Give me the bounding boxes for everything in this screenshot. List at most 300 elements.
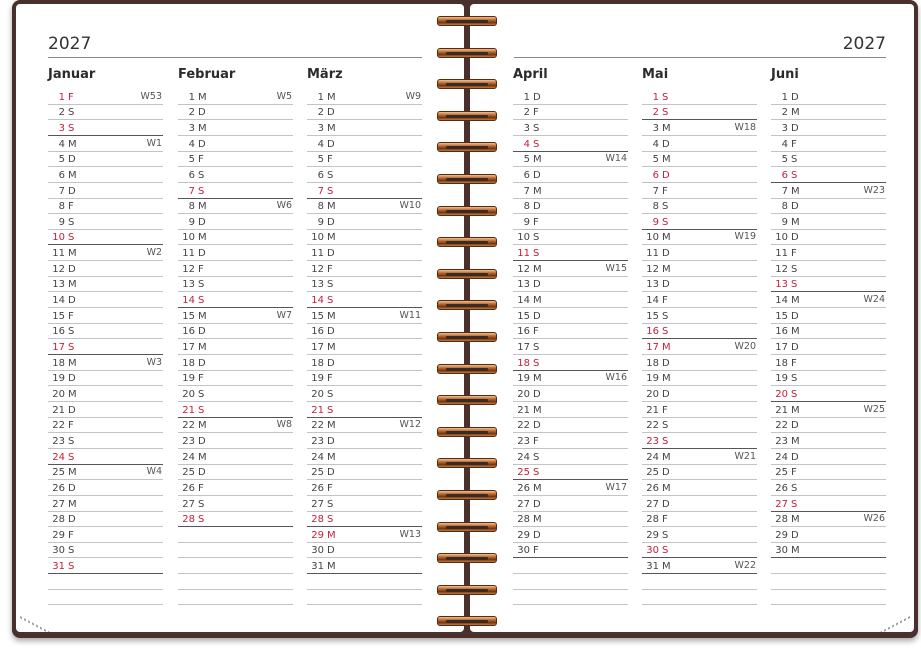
day-row bbox=[307, 152, 422, 168]
day-row bbox=[48, 246, 163, 262]
day-number: 5 bbox=[652, 154, 659, 166]
day-number: 14 bbox=[517, 295, 530, 307]
month-name: Januar bbox=[48, 67, 96, 82]
weekday-letter: M bbox=[327, 201, 336, 213]
week-number: W21 bbox=[734, 450, 756, 462]
day-number: 17 bbox=[52, 342, 65, 354]
day-number: 26 bbox=[775, 482, 788, 494]
week-number: W12 bbox=[399, 419, 421, 431]
day-number: 26 bbox=[517, 482, 530, 494]
day-number: 8 bbox=[188, 201, 195, 213]
day-row bbox=[178, 199, 293, 215]
day-row bbox=[307, 543, 422, 559]
weekday-letter: D bbox=[327, 545, 335, 557]
weekday-letter: S bbox=[327, 514, 334, 526]
day-row bbox=[771, 324, 886, 340]
weekday-letter: F bbox=[68, 420, 74, 432]
weekday-letter: M bbox=[198, 201, 207, 213]
day-row bbox=[48, 339, 163, 355]
day-number: 27 bbox=[182, 498, 195, 510]
weekday-letter: M bbox=[327, 342, 336, 354]
day-number: 24 bbox=[182, 451, 195, 463]
day-row bbox=[642, 449, 757, 465]
year-label-left: 2027 bbox=[48, 34, 92, 54]
day-row bbox=[48, 89, 163, 105]
day-number: 12 bbox=[311, 263, 324, 275]
weekday-letter: M bbox=[68, 138, 77, 150]
day-row bbox=[307, 261, 422, 277]
empty-row bbox=[178, 574, 293, 590]
day-number: 8 bbox=[652, 201, 659, 213]
day-number: 11 bbox=[775, 248, 788, 260]
day-row bbox=[48, 402, 163, 418]
weekday-letter: M bbox=[533, 263, 542, 275]
weekday-letter: D bbox=[327, 357, 335, 369]
month-column-1 bbox=[48, 67, 163, 573]
day-row bbox=[48, 496, 163, 512]
day-number: 8 bbox=[58, 201, 65, 213]
day-row bbox=[48, 371, 163, 387]
day-number: 12 bbox=[646, 263, 659, 275]
day-number: 6 bbox=[652, 169, 659, 181]
weekday-letter: D bbox=[662, 138, 670, 150]
day-row bbox=[307, 230, 422, 246]
weekday-letter: D bbox=[533, 420, 541, 432]
day-row bbox=[307, 120, 422, 136]
weekday-letter: F bbox=[68, 91, 74, 103]
day-number: 9 bbox=[58, 216, 65, 228]
day-number: 20 bbox=[646, 388, 659, 400]
weekday-letter: M bbox=[791, 216, 800, 228]
day-number: 28 bbox=[646, 514, 659, 526]
day-row bbox=[48, 230, 163, 246]
day-number: 28 bbox=[311, 514, 324, 526]
weekday-letter: D bbox=[791, 420, 799, 432]
weekday-letter: D bbox=[662, 388, 670, 400]
day-row bbox=[642, 136, 757, 152]
day-row bbox=[771, 355, 886, 371]
day-row bbox=[513, 386, 628, 402]
day-number: 2 bbox=[317, 107, 324, 119]
day-row bbox=[771, 136, 886, 152]
day-number: 4 bbox=[58, 138, 65, 150]
weekday-letter: D bbox=[198, 435, 206, 447]
weekday-letter: F bbox=[791, 138, 797, 150]
empty-row bbox=[178, 527, 293, 543]
weekday-letter: S bbox=[662, 529, 669, 541]
weekday-letter: D bbox=[198, 107, 206, 119]
day-number: 9 bbox=[781, 216, 788, 228]
weekday-letter: S bbox=[68, 561, 75, 573]
day-number: 20 bbox=[517, 388, 530, 400]
day-number: 10 bbox=[182, 232, 195, 244]
weekday-letter: D bbox=[791, 451, 799, 463]
weekday-letter: D bbox=[198, 216, 206, 228]
weekday-letter: D bbox=[533, 279, 541, 291]
weekday-letter: S bbox=[533, 138, 540, 150]
weekday-letter: S bbox=[68, 107, 75, 119]
day-number: 16 bbox=[311, 326, 324, 338]
weekday-letter: S bbox=[327, 185, 334, 197]
day-number: 16 bbox=[182, 326, 195, 338]
day-number: 10 bbox=[52, 232, 65, 244]
day-number: 20 bbox=[311, 388, 324, 400]
weekday-letter: F bbox=[327, 373, 333, 385]
month-column-5 bbox=[642, 67, 757, 573]
day-number: 16 bbox=[52, 326, 65, 338]
weekday-letter: M bbox=[791, 107, 800, 119]
day-number: 23 bbox=[182, 435, 195, 447]
weekday-letter: D bbox=[662, 279, 670, 291]
weekday-letter: D bbox=[68, 295, 76, 307]
day-number: 4 bbox=[652, 138, 659, 150]
day-row bbox=[178, 167, 293, 183]
day-row bbox=[642, 339, 757, 355]
day-number: 13 bbox=[311, 279, 324, 291]
weekday-letter: S bbox=[68, 342, 75, 354]
day-number: 3 bbox=[58, 122, 65, 134]
weekday-letter: D bbox=[327, 467, 335, 479]
day-row bbox=[513, 480, 628, 496]
day-row bbox=[771, 120, 886, 136]
day-row bbox=[178, 449, 293, 465]
day-row bbox=[771, 230, 886, 246]
binding-ring bbox=[437, 585, 497, 595]
day-number: 11 bbox=[182, 248, 195, 260]
day-row bbox=[642, 214, 757, 230]
day-row bbox=[771, 246, 886, 262]
day-row bbox=[48, 308, 163, 324]
weekday-letter: D bbox=[327, 216, 335, 228]
day-number: 27 bbox=[775, 498, 788, 510]
day-number: 7 bbox=[652, 185, 659, 197]
day-row bbox=[642, 527, 757, 543]
day-row bbox=[48, 120, 163, 136]
day-row bbox=[771, 152, 886, 168]
weekday-letter: F bbox=[68, 201, 74, 213]
day-number: 13 bbox=[182, 279, 195, 291]
day-number: 21 bbox=[182, 404, 195, 416]
empty-row bbox=[48, 574, 163, 590]
day-number: 25 bbox=[775, 467, 788, 479]
month-name: Juni bbox=[771, 67, 799, 82]
day-row bbox=[513, 136, 628, 152]
weekday-letter: M bbox=[533, 404, 542, 416]
day-number: 26 bbox=[311, 482, 324, 494]
empty-row bbox=[771, 574, 886, 590]
weekday-letter: D bbox=[327, 435, 335, 447]
day-row bbox=[642, 496, 757, 512]
weekday-letter: S bbox=[327, 295, 334, 307]
day-row bbox=[307, 246, 422, 262]
day-number: 24 bbox=[646, 451, 659, 463]
weekday-letter: S bbox=[198, 514, 205, 526]
weekday-letter: F bbox=[533, 545, 539, 557]
weekday-letter: F bbox=[791, 248, 797, 260]
day-row bbox=[307, 402, 422, 418]
day-row bbox=[307, 89, 422, 105]
day-row bbox=[771, 105, 886, 121]
weekday-letter: M bbox=[327, 561, 336, 573]
weekday-letter: M bbox=[198, 451, 207, 463]
day-number: 17 bbox=[182, 342, 195, 354]
weekday-letter: M bbox=[327, 232, 336, 244]
binding-ring bbox=[437, 206, 497, 216]
weekday-letter: D bbox=[327, 107, 335, 119]
day-row bbox=[307, 465, 422, 481]
month-name: April bbox=[513, 67, 548, 82]
empty-row bbox=[771, 559, 886, 575]
day-number: 17 bbox=[517, 342, 530, 354]
day-number: 11 bbox=[646, 248, 659, 260]
weekday-letter: M bbox=[533, 185, 542, 197]
day-row bbox=[307, 105, 422, 121]
weekday-letter: S bbox=[327, 498, 334, 510]
day-row bbox=[771, 543, 886, 559]
weekday-letter: M bbox=[662, 561, 671, 573]
day-row bbox=[178, 512, 293, 528]
day-number: 30 bbox=[311, 545, 324, 557]
weekday-letter: M bbox=[662, 373, 671, 385]
day-number: 11 bbox=[52, 248, 65, 260]
weekday-letter: M bbox=[533, 373, 542, 385]
binding-ring bbox=[437, 142, 497, 152]
day-row bbox=[178, 136, 293, 152]
year-label-right: 2027 bbox=[842, 34, 886, 54]
day-row bbox=[513, 277, 628, 293]
weekday-letter: S bbox=[68, 216, 75, 228]
day-row bbox=[771, 480, 886, 496]
day-row bbox=[513, 418, 628, 434]
weekday-letter: M bbox=[791, 514, 800, 526]
weekday-letter: S bbox=[327, 404, 334, 416]
day-number: 21 bbox=[775, 404, 788, 416]
day-number: 22 bbox=[311, 420, 324, 432]
weekday-letter: S bbox=[791, 388, 798, 400]
weekday-letter: D bbox=[662, 357, 670, 369]
day-row bbox=[178, 371, 293, 387]
week-number: W3 bbox=[146, 356, 162, 368]
day-row bbox=[513, 512, 628, 528]
binding-ring bbox=[437, 79, 497, 89]
week-number: W17 bbox=[605, 481, 627, 493]
binding-ring bbox=[437, 553, 497, 563]
day-row bbox=[307, 292, 422, 308]
weekday-letter: D bbox=[198, 357, 206, 369]
weekday-letter: S bbox=[327, 388, 334, 400]
day-number: 20 bbox=[52, 388, 65, 400]
day-row bbox=[642, 152, 757, 168]
binding-ring bbox=[437, 395, 497, 405]
day-number: 31 bbox=[311, 561, 324, 573]
day-row bbox=[642, 230, 757, 246]
day-row bbox=[642, 199, 757, 215]
weekday-letter: M bbox=[533, 482, 542, 494]
weekday-letter: M bbox=[327, 420, 336, 432]
day-row bbox=[178, 261, 293, 277]
weekday-letter: F bbox=[198, 482, 204, 494]
weekday-letter: M bbox=[533, 514, 542, 526]
weekday-letter: M bbox=[327, 529, 336, 541]
binding-ring bbox=[437, 490, 497, 500]
week-number: W26 bbox=[863, 513, 885, 525]
weekday-letter: S bbox=[662, 435, 669, 447]
day-row bbox=[771, 496, 886, 512]
empty-row bbox=[307, 590, 422, 606]
day-row bbox=[513, 543, 628, 559]
weekday-letter: D bbox=[533, 388, 541, 400]
day-row bbox=[642, 120, 757, 136]
day-row bbox=[48, 136, 163, 152]
day-number: 22 bbox=[646, 420, 659, 432]
day-row bbox=[771, 402, 886, 418]
day-number: 18 bbox=[775, 357, 788, 369]
day-row bbox=[513, 292, 628, 308]
weekday-letter: S bbox=[662, 201, 669, 213]
day-number: 11 bbox=[311, 248, 324, 260]
day-number: 30 bbox=[775, 545, 788, 557]
empty-row bbox=[178, 559, 293, 575]
week-number: W7 bbox=[276, 309, 292, 321]
empty-row bbox=[771, 590, 886, 606]
weekday-letter: F bbox=[662, 404, 668, 416]
weekday-letter: D bbox=[791, 232, 799, 244]
day-row bbox=[642, 418, 757, 434]
day-row bbox=[513, 246, 628, 262]
weekday-letter: M bbox=[327, 91, 336, 103]
weekday-letter: M bbox=[791, 545, 800, 557]
day-number: 25 bbox=[517, 467, 530, 479]
day-number: 23 bbox=[646, 435, 659, 447]
day-row bbox=[513, 371, 628, 387]
weekday-letter: S bbox=[68, 435, 75, 447]
left-page bbox=[16, 4, 464, 632]
weekday-letter: F bbox=[662, 295, 668, 307]
weekday-letter: M bbox=[198, 91, 207, 103]
day-number: 23 bbox=[775, 435, 788, 447]
weekday-letter: D bbox=[533, 310, 541, 322]
day-row bbox=[178, 402, 293, 418]
weekday-letter: M bbox=[198, 342, 207, 354]
weekday-letter: F bbox=[327, 154, 333, 166]
day-number: 30 bbox=[52, 545, 65, 557]
day-row bbox=[771, 339, 886, 355]
weekday-letter: S bbox=[662, 326, 669, 338]
day-row bbox=[771, 465, 886, 481]
day-number: 6 bbox=[781, 169, 788, 181]
weekday-letter: D bbox=[327, 248, 335, 260]
binding-ring bbox=[437, 48, 497, 58]
weekday-letter: S bbox=[791, 373, 798, 385]
binding-ring bbox=[437, 616, 497, 626]
week-number: W5 bbox=[276, 90, 292, 102]
day-number: 19 bbox=[52, 373, 65, 385]
day-number: 2 bbox=[58, 107, 65, 119]
weekday-letter: F bbox=[662, 185, 668, 197]
weekday-letter: S bbox=[68, 545, 75, 557]
day-number: 10 bbox=[311, 232, 324, 244]
day-number: 12 bbox=[52, 263, 65, 275]
weekday-letter: D bbox=[791, 91, 799, 103]
day-number: 27 bbox=[517, 498, 530, 510]
weekday-letter: S bbox=[791, 154, 798, 166]
day-number: 12 bbox=[517, 263, 530, 275]
week-number: W25 bbox=[863, 403, 885, 415]
day-number: 27 bbox=[646, 498, 659, 510]
day-row bbox=[48, 105, 163, 121]
day-number: 1 bbox=[781, 91, 788, 103]
weekday-letter: M bbox=[68, 279, 77, 291]
day-row bbox=[178, 496, 293, 512]
day-number: 25 bbox=[52, 467, 65, 479]
day-row bbox=[642, 261, 757, 277]
day-number: 16 bbox=[775, 326, 788, 338]
day-number: 20 bbox=[775, 388, 788, 400]
day-number: 3 bbox=[188, 122, 195, 134]
day-row bbox=[307, 167, 422, 183]
empty-row bbox=[178, 590, 293, 606]
weekday-letter: D bbox=[662, 498, 670, 510]
week-number: W19 bbox=[734, 231, 756, 243]
day-number: 25 bbox=[311, 467, 324, 479]
day-row bbox=[513, 308, 628, 324]
weekday-letter: S bbox=[533, 357, 540, 369]
day-number: 28 bbox=[52, 514, 65, 526]
day-number: 18 bbox=[311, 357, 324, 369]
day-number: 6 bbox=[523, 169, 530, 181]
day-number: 15 bbox=[311, 310, 324, 322]
week-number: W22 bbox=[734, 560, 756, 572]
day-number: 16 bbox=[646, 326, 659, 338]
binding-ring bbox=[437, 300, 497, 310]
empty-row bbox=[307, 574, 422, 590]
empty-row bbox=[48, 590, 163, 606]
binding-ring bbox=[437, 458, 497, 468]
day-number: 1 bbox=[188, 91, 195, 103]
day-number: 10 bbox=[517, 232, 530, 244]
weekday-letter: F bbox=[327, 482, 333, 494]
weekday-letter: S bbox=[327, 169, 334, 181]
day-number: 10 bbox=[646, 232, 659, 244]
weekday-letter: D bbox=[198, 467, 206, 479]
day-row bbox=[178, 277, 293, 293]
day-row bbox=[178, 339, 293, 355]
day-row bbox=[642, 371, 757, 387]
day-row bbox=[48, 355, 163, 371]
day-row bbox=[307, 480, 422, 496]
weekday-letter: S bbox=[68, 451, 75, 463]
day-row bbox=[513, 324, 628, 340]
week-number: W10 bbox=[399, 200, 421, 212]
day-number: 26 bbox=[182, 482, 195, 494]
day-row bbox=[513, 183, 628, 199]
day-number: 4 bbox=[188, 138, 195, 150]
day-row bbox=[642, 246, 757, 262]
weekday-letter: S bbox=[533, 451, 540, 463]
day-number: 21 bbox=[52, 404, 65, 416]
day-number: 21 bbox=[517, 404, 530, 416]
day-number: 5 bbox=[58, 154, 65, 166]
weekday-letter: D bbox=[68, 404, 76, 416]
day-number: 23 bbox=[52, 435, 65, 447]
day-row bbox=[642, 480, 757, 496]
weekday-letter: S bbox=[533, 467, 540, 479]
empty-row bbox=[642, 590, 757, 606]
day-number: 15 bbox=[646, 310, 659, 322]
day-number: 29 bbox=[52, 529, 65, 541]
day-number: 17 bbox=[775, 342, 788, 354]
weekday-letter: M bbox=[68, 248, 77, 260]
